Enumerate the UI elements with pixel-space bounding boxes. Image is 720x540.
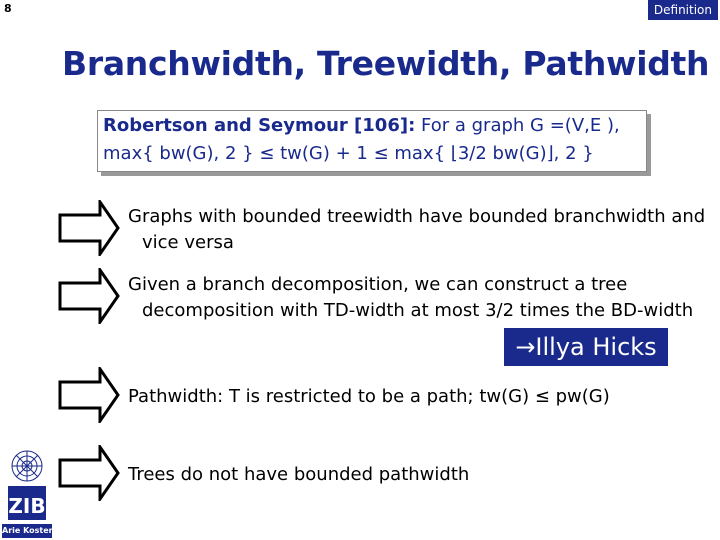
bullet-item [128, 462, 469, 488]
bullet-item [128, 384, 610, 410]
bullet-line: vice versa [142, 232, 234, 253]
arrow-right-icon [58, 200, 120, 256]
credit-badge: →Illya Hicks [504, 328, 668, 366]
logo-caption: Arie Koster [2, 524, 52, 538]
definition-line-2: max{ bw(G), 2 } ≤ tw(G) + 1 ≤ max{ ⌊3/2 bw(G)⌋, 2 } [103, 143, 594, 164]
bullet-line: Trees do not have bounded pathwidth [128, 464, 470, 485]
bullet-line: Pathwidth: T is restricted to be a path; tw(G) ≤ pw(G) [128, 386, 610, 407]
bullet-item [128, 204, 705, 256]
arrow-right-icon [58, 367, 120, 423]
definition-box [97, 110, 647, 172]
section-tag: Definition [648, 0, 718, 20]
slide-title: Branchwidth, Treewidth, Pathwidth [62, 44, 710, 83]
definition-statement: For a graph G =(V,E ), [421, 115, 620, 136]
arrow-right-icon [58, 268, 120, 324]
logo-text: ZIB [8, 494, 46, 518]
bullet-line: decomposition with TD-width at most 3/2 times the BD-width [142, 300, 694, 321]
page-number: 8 [4, 2, 12, 15]
bullet-item [128, 272, 693, 324]
definition-line-1 [103, 115, 620, 136]
definition-source: Robertson and Seymour [106]: [103, 115, 416, 136]
bullet-line: Graphs with bounded treewidth have bounded branchwidth and [128, 206, 706, 227]
arrow-right-icon [58, 445, 120, 501]
bullet-line: Given a branch decomposition, we can construct a tree [128, 274, 628, 295]
